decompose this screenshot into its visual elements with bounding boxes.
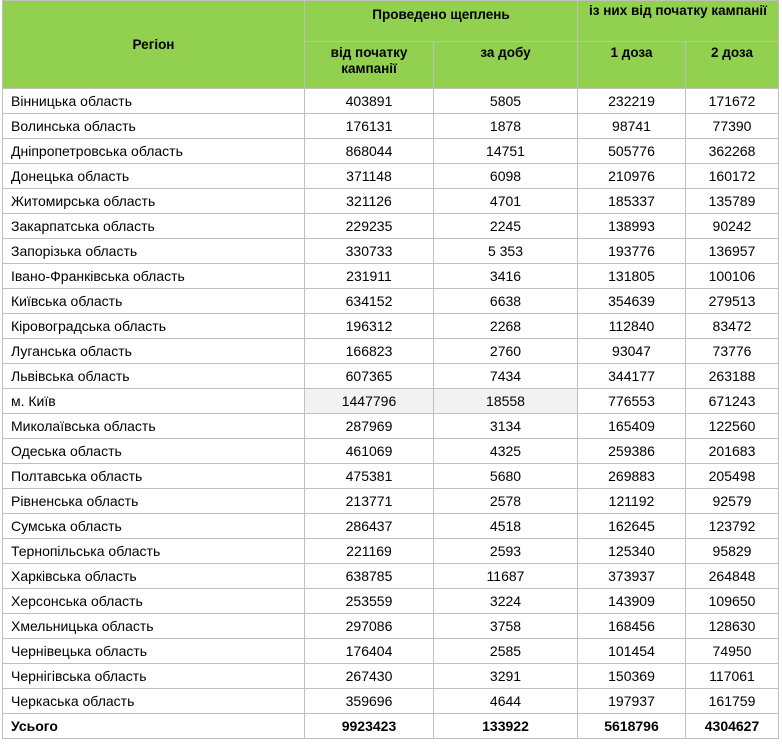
table-row — [3, 364, 779, 389]
table-row — [3, 139, 779, 164]
total-per-day: 133922 — [434, 714, 578, 739]
total-dose2: 4304627 — [686, 714, 779, 739]
cell-since-start: 213771 — [305, 489, 434, 514]
cell-dose1: 505776 — [578, 139, 686, 164]
cell-per-day: 3758 — [434, 614, 578, 639]
cell-dose1: 93047 — [578, 339, 686, 364]
table-row — [3, 189, 779, 214]
cell-since-start: 231911 — [305, 264, 434, 289]
header-per-day: за добу — [434, 42, 578, 89]
cell-per-day: 5 353 — [434, 239, 578, 264]
table-row — [3, 589, 779, 614]
cell-since-start: 330733 — [305, 239, 434, 264]
cell-dose2: 671243 — [686, 389, 779, 414]
cell-dose1: 112840 — [578, 314, 686, 339]
cell-region: Житомирська область — [3, 189, 305, 214]
cell-dose1: 125340 — [578, 539, 686, 564]
cell-region: Рівненська область — [3, 489, 305, 514]
cell-per-day: 2585 — [434, 639, 578, 664]
cell-dose2: 95829 — [686, 539, 779, 564]
cell-region: Дніпропетровська область — [3, 139, 305, 164]
cell-per-day: 18558 — [434, 389, 578, 414]
cell-dose1: 121192 — [578, 489, 686, 514]
cell-region: Черкаська область — [3, 689, 305, 714]
cell-since-start: 371148 — [305, 164, 434, 189]
cell-since-start: 321126 — [305, 189, 434, 214]
cell-region: Чернівецька область — [3, 639, 305, 664]
cell-since-start: 176404 — [305, 639, 434, 664]
cell-dose1: 185337 — [578, 189, 686, 214]
cell-region: Полтавська область — [3, 464, 305, 489]
cell-since-start: 176131 — [305, 114, 434, 139]
cell-dose2: 83472 — [686, 314, 779, 339]
cell-dose1: 165409 — [578, 414, 686, 439]
cell-region: Одеська область — [3, 439, 305, 464]
table-row — [3, 464, 779, 489]
cell-since-start: 196312 — [305, 314, 434, 339]
cell-dose1: 98741 — [578, 114, 686, 139]
cell-region: Харківська область — [3, 564, 305, 589]
cell-dose2: 362268 — [686, 139, 779, 164]
cell-since-start: 166823 — [305, 339, 434, 364]
cell-dose2: 77390 — [686, 114, 779, 139]
cell-dose1: 259386 — [578, 439, 686, 464]
cell-dose2: 100106 — [686, 264, 779, 289]
cell-per-day: 4518 — [434, 514, 578, 539]
total-row — [3, 714, 779, 739]
cell-since-start: 607365 — [305, 364, 434, 389]
cell-per-day: 2593 — [434, 539, 578, 564]
cell-dose2: 205498 — [686, 464, 779, 489]
table-row — [3, 264, 779, 289]
cell-region: Запорізька область — [3, 239, 305, 264]
cell-since-start: 221169 — [305, 539, 434, 564]
cell-region: Тернопільська область — [3, 539, 305, 564]
cell-per-day: 7434 — [434, 364, 578, 389]
cell-per-day: 1878 — [434, 114, 578, 139]
cell-since-start: 868044 — [305, 139, 434, 164]
table-row — [3, 439, 779, 464]
cell-dose1: 344177 — [578, 364, 686, 389]
vaccination-table — [2, 0, 779, 739]
cell-region: Вінницька область — [3, 89, 305, 114]
cell-dose1: 162645 — [578, 514, 686, 539]
table-body — [3, 89, 779, 714]
table-row — [3, 389, 779, 414]
cell-dose1: 131805 — [578, 264, 686, 289]
cell-dose1: 210976 — [578, 164, 686, 189]
cell-dose1: 197937 — [578, 689, 686, 714]
cell-dose1: 101454 — [578, 639, 686, 664]
cell-dose1: 269883 — [578, 464, 686, 489]
cell-dose2: 90242 — [686, 214, 779, 239]
cell-per-day: 4325 — [434, 439, 578, 464]
cell-since-start: 461069 — [305, 439, 434, 464]
cell-per-day: 3134 — [434, 414, 578, 439]
table-row — [3, 239, 779, 264]
cell-per-day: 5805 — [434, 89, 578, 114]
cell-dose2: 117061 — [686, 664, 779, 689]
total-dose1: 5618796 — [578, 714, 686, 739]
total-label: Усього — [3, 714, 305, 739]
header-row-1 — [3, 1, 779, 42]
cell-since-start: 297086 — [305, 614, 434, 639]
cell-per-day: 4644 — [434, 689, 578, 714]
cell-per-day: 2268 — [434, 314, 578, 339]
cell-region: Закарпатська область — [3, 214, 305, 239]
cell-region: Миколаївська область — [3, 414, 305, 439]
cell-per-day: 5680 — [434, 464, 578, 489]
cell-region: Донецька область — [3, 164, 305, 189]
cell-region: Кіровоградська область — [3, 314, 305, 339]
cell-region: Луганська область — [3, 339, 305, 364]
table-row — [3, 639, 779, 664]
cell-dose2: 128630 — [686, 614, 779, 639]
header-vaccinations: Проведено щеплень — [305, 1, 578, 42]
cell-dose2: 279513 — [686, 289, 779, 314]
header-of-which: із них від початку кампанії — [578, 1, 779, 42]
cell-per-day: 3416 — [434, 264, 578, 289]
cell-dose1: 138993 — [578, 214, 686, 239]
cell-per-day: 3224 — [434, 589, 578, 614]
cell-since-start: 634152 — [305, 289, 434, 314]
table-row — [3, 664, 779, 689]
cell-per-day: 6638 — [434, 289, 578, 314]
cell-dose2: 201683 — [686, 439, 779, 464]
cell-dose1: 354639 — [578, 289, 686, 314]
cell-dose2: 92579 — [686, 489, 779, 514]
cell-dose1: 143909 — [578, 589, 686, 614]
cell-per-day: 11687 — [434, 564, 578, 589]
cell-dose2: 74950 — [686, 639, 779, 664]
cell-dose2: 123792 — [686, 514, 779, 539]
header-dose1: 1 доза — [578, 42, 686, 89]
cell-per-day: 3291 — [434, 664, 578, 689]
cell-region: м. Київ — [3, 389, 305, 414]
cell-since-start: 229235 — [305, 214, 434, 239]
table-row — [3, 414, 779, 439]
cell-dose1: 193776 — [578, 239, 686, 264]
cell-dose2: 263188 — [686, 364, 779, 389]
cell-dose1: 168456 — [578, 614, 686, 639]
cell-dose2: 73776 — [686, 339, 779, 364]
table-row — [3, 114, 779, 139]
header-region: Регіон — [3, 1, 305, 89]
table-row — [3, 614, 779, 639]
cell-region: Чернігівська область — [3, 664, 305, 689]
table-row — [3, 514, 779, 539]
table-row — [3, 689, 779, 714]
cell-region: Сумська область — [3, 514, 305, 539]
cell-dose2: 171672 — [686, 89, 779, 114]
cell-dose2: 122560 — [686, 414, 779, 439]
cell-region: Хмельницька область — [3, 614, 305, 639]
cell-dose1: 373937 — [578, 564, 686, 589]
cell-since-start: 638785 — [305, 564, 434, 589]
cell-since-start: 475381 — [305, 464, 434, 489]
table-row — [3, 339, 779, 364]
table-row — [3, 539, 779, 564]
cell-since-start: 287969 — [305, 414, 434, 439]
table-row — [3, 289, 779, 314]
cell-dose2: 136957 — [686, 239, 779, 264]
header-dose2: 2 доза — [686, 42, 779, 89]
cell-since-start: 359696 — [305, 689, 434, 714]
total-since-start: 9923423 — [305, 714, 434, 739]
cell-region: Київська область — [3, 289, 305, 314]
cell-per-day: 2578 — [434, 489, 578, 514]
cell-per-day: 2245 — [434, 214, 578, 239]
cell-per-day: 14751 — [434, 139, 578, 164]
cell-since-start: 267430 — [305, 664, 434, 689]
table-row — [3, 314, 779, 339]
table-row — [3, 89, 779, 114]
cell-dose2: 264848 — [686, 564, 779, 589]
cell-dose2: 135789 — [686, 189, 779, 214]
cell-dose1: 150369 — [578, 664, 686, 689]
cell-per-day: 4701 — [434, 189, 578, 214]
table-row — [3, 214, 779, 239]
cell-since-start: 286437 — [305, 514, 434, 539]
cell-per-day: 2760 — [434, 339, 578, 364]
header-since-start: від початку кампанії — [305, 42, 434, 89]
cell-region: Херсонська область — [3, 589, 305, 614]
cell-region: Львівська область — [3, 364, 305, 389]
cell-region: Івано-Франківська область — [3, 264, 305, 289]
cell-since-start: 1447796 — [305, 389, 434, 414]
cell-dose2: 161759 — [686, 689, 779, 714]
cell-dose1: 776553 — [578, 389, 686, 414]
cell-since-start: 403891 — [305, 89, 434, 114]
table-row — [3, 489, 779, 514]
cell-dose1: 232219 — [578, 89, 686, 114]
table-row — [3, 564, 779, 589]
cell-dose2: 160172 — [686, 164, 779, 189]
cell-per-day: 6098 — [434, 164, 578, 189]
cell-dose2: 109650 — [686, 589, 779, 614]
table-row — [3, 164, 779, 189]
cell-since-start: 253559 — [305, 589, 434, 614]
cell-region: Волинська область — [3, 114, 305, 139]
